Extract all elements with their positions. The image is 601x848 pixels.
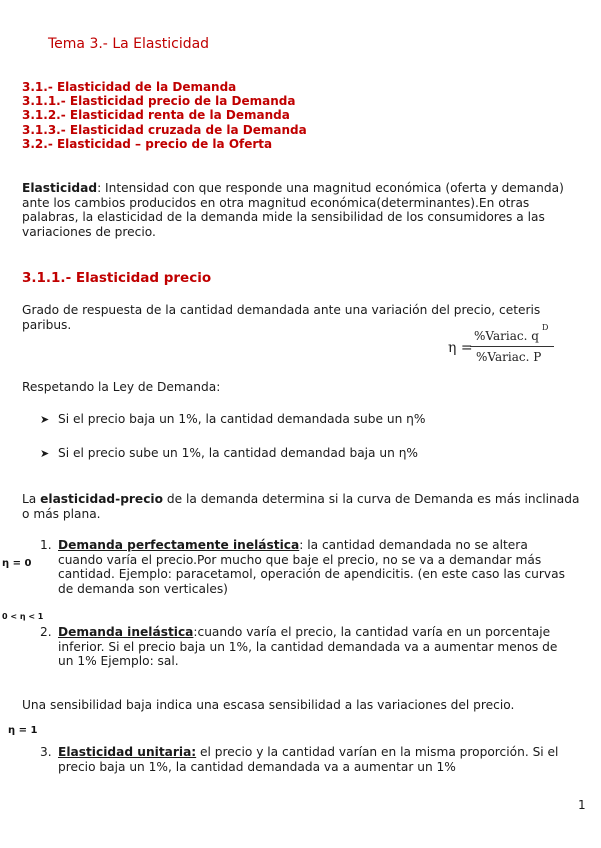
list-item <box>40 446 418 460</box>
formula-numerator: %Variac. q <box>474 329 539 343</box>
elasticity-formula <box>448 323 578 368</box>
document-title: Tema 3.- La Elasticidad <box>48 36 210 52</box>
item-number: 3. <box>40 745 52 759</box>
bullet-text: Si el precio sube un 1%, la cantidad demandad baja un η% <box>58 446 419 460</box>
grado-paragraph: Grado de respuesta de la cantidad demandada ante una variación del precio, ceteris paribus. <box>22 303 541 332</box>
bold-term: elasticidad-precio <box>40 492 163 506</box>
item-term: Demanda perfectamente inelástica <box>58 538 300 552</box>
toc-item: 3.1.2.- Elasticidad renta de la Demanda <box>22 108 290 123</box>
item-text <box>58 745 574 774</box>
text-span: La <box>22 492 41 506</box>
item-number: 2. <box>40 625 52 639</box>
sensibilidad-paragraph: Una sensibilidad baja indica una escasa sensibilidad a las variaciones del precio. <box>22 698 515 712</box>
list-item <box>40 412 425 426</box>
side-label-eta-one: η = 1 <box>8 725 38 736</box>
page-number: 1 <box>578 798 586 812</box>
item-number: 1. <box>40 538 52 552</box>
item-text <box>58 538 574 596</box>
numbered-item <box>40 538 574 596</box>
item-term: Demanda inelástica <box>58 625 194 639</box>
section-heading: 3.1.1.- Elasticidad precio <box>22 270 212 286</box>
formula-denominator: %Variac. P <box>476 350 542 364</box>
numbered-item <box>40 625 574 669</box>
arrow-bullet-icon: ➤ <box>40 413 50 426</box>
definition-term: Elasticidad <box>22 181 98 195</box>
text-span: de la demanda determina si la curva de Demanda es más inclinada o más plana. <box>22 492 580 521</box>
side-label-eta-between: 0 < η < 1 <box>2 612 44 621</box>
item-body: el precio y la cantidad varían en la misma proporción. Si el precio baja un 1%, la cantidad demandada va a aumentar un 1% <box>58 745 559 774</box>
table-of-contents <box>22 80 307 151</box>
formula-superscript: D <box>542 323 549 332</box>
item-body: :cuando varía el precio, la cantidad varía en un porcentaje inferior. Si el precio baja un 1%, la cantidad demandada va a aumentar menos de un 1% Ejemplo: sal. <box>58 625 558 669</box>
item-text <box>58 625 574 669</box>
side-label-eta-zero: η = 0 <box>2 558 32 569</box>
ley-intro: Respetando la Ley de Demanda: <box>22 380 221 394</box>
definition-paragraph <box>22 181 588 239</box>
toc-item: 3.1.1.- Elasticidad precio de la Demanda <box>22 94 296 109</box>
numbered-item <box>40 745 574 774</box>
elasticidad-precio-paragraph <box>22 492 590 521</box>
toc-item: 3.1.- Elasticidad de la Demanda <box>22 80 237 94</box>
toc-item: 3.2.- Elasticidad – precio de la Oferta <box>22 136 273 151</box>
fraction-bar <box>470 346 554 347</box>
item-term: Elasticidad unitaria: <box>58 745 197 759</box>
item-body: : la cantidad demandada no se altera cuando varía el precio.Por mucho que baje el precio, no se va a demandar más cantidad. Ejemplo: paracetamol, operación de apendicitis. (en este caso las curvas de demanda son verticales) <box>58 538 565 596</box>
formula-lhs: η = <box>448 340 473 356</box>
definition-text: : Intensidad con que responde una magnitud económica (oferta y demanda) ante los cambios producidos en otra magnitud económica(determinantes).En otras palabras, la elasticidad de la demanda mide la sensibilidad de los consumidores a las variaciones de precio. <box>22 181 564 239</box>
toc-item: 3.1.3.- Elasticidad cruzada de la Demanda <box>22 122 307 137</box>
arrow-bullet-icon: ➤ <box>40 447 50 460</box>
bullet-text: Si el precio baja un 1%, la cantidad demandada sube un η% <box>58 412 426 426</box>
